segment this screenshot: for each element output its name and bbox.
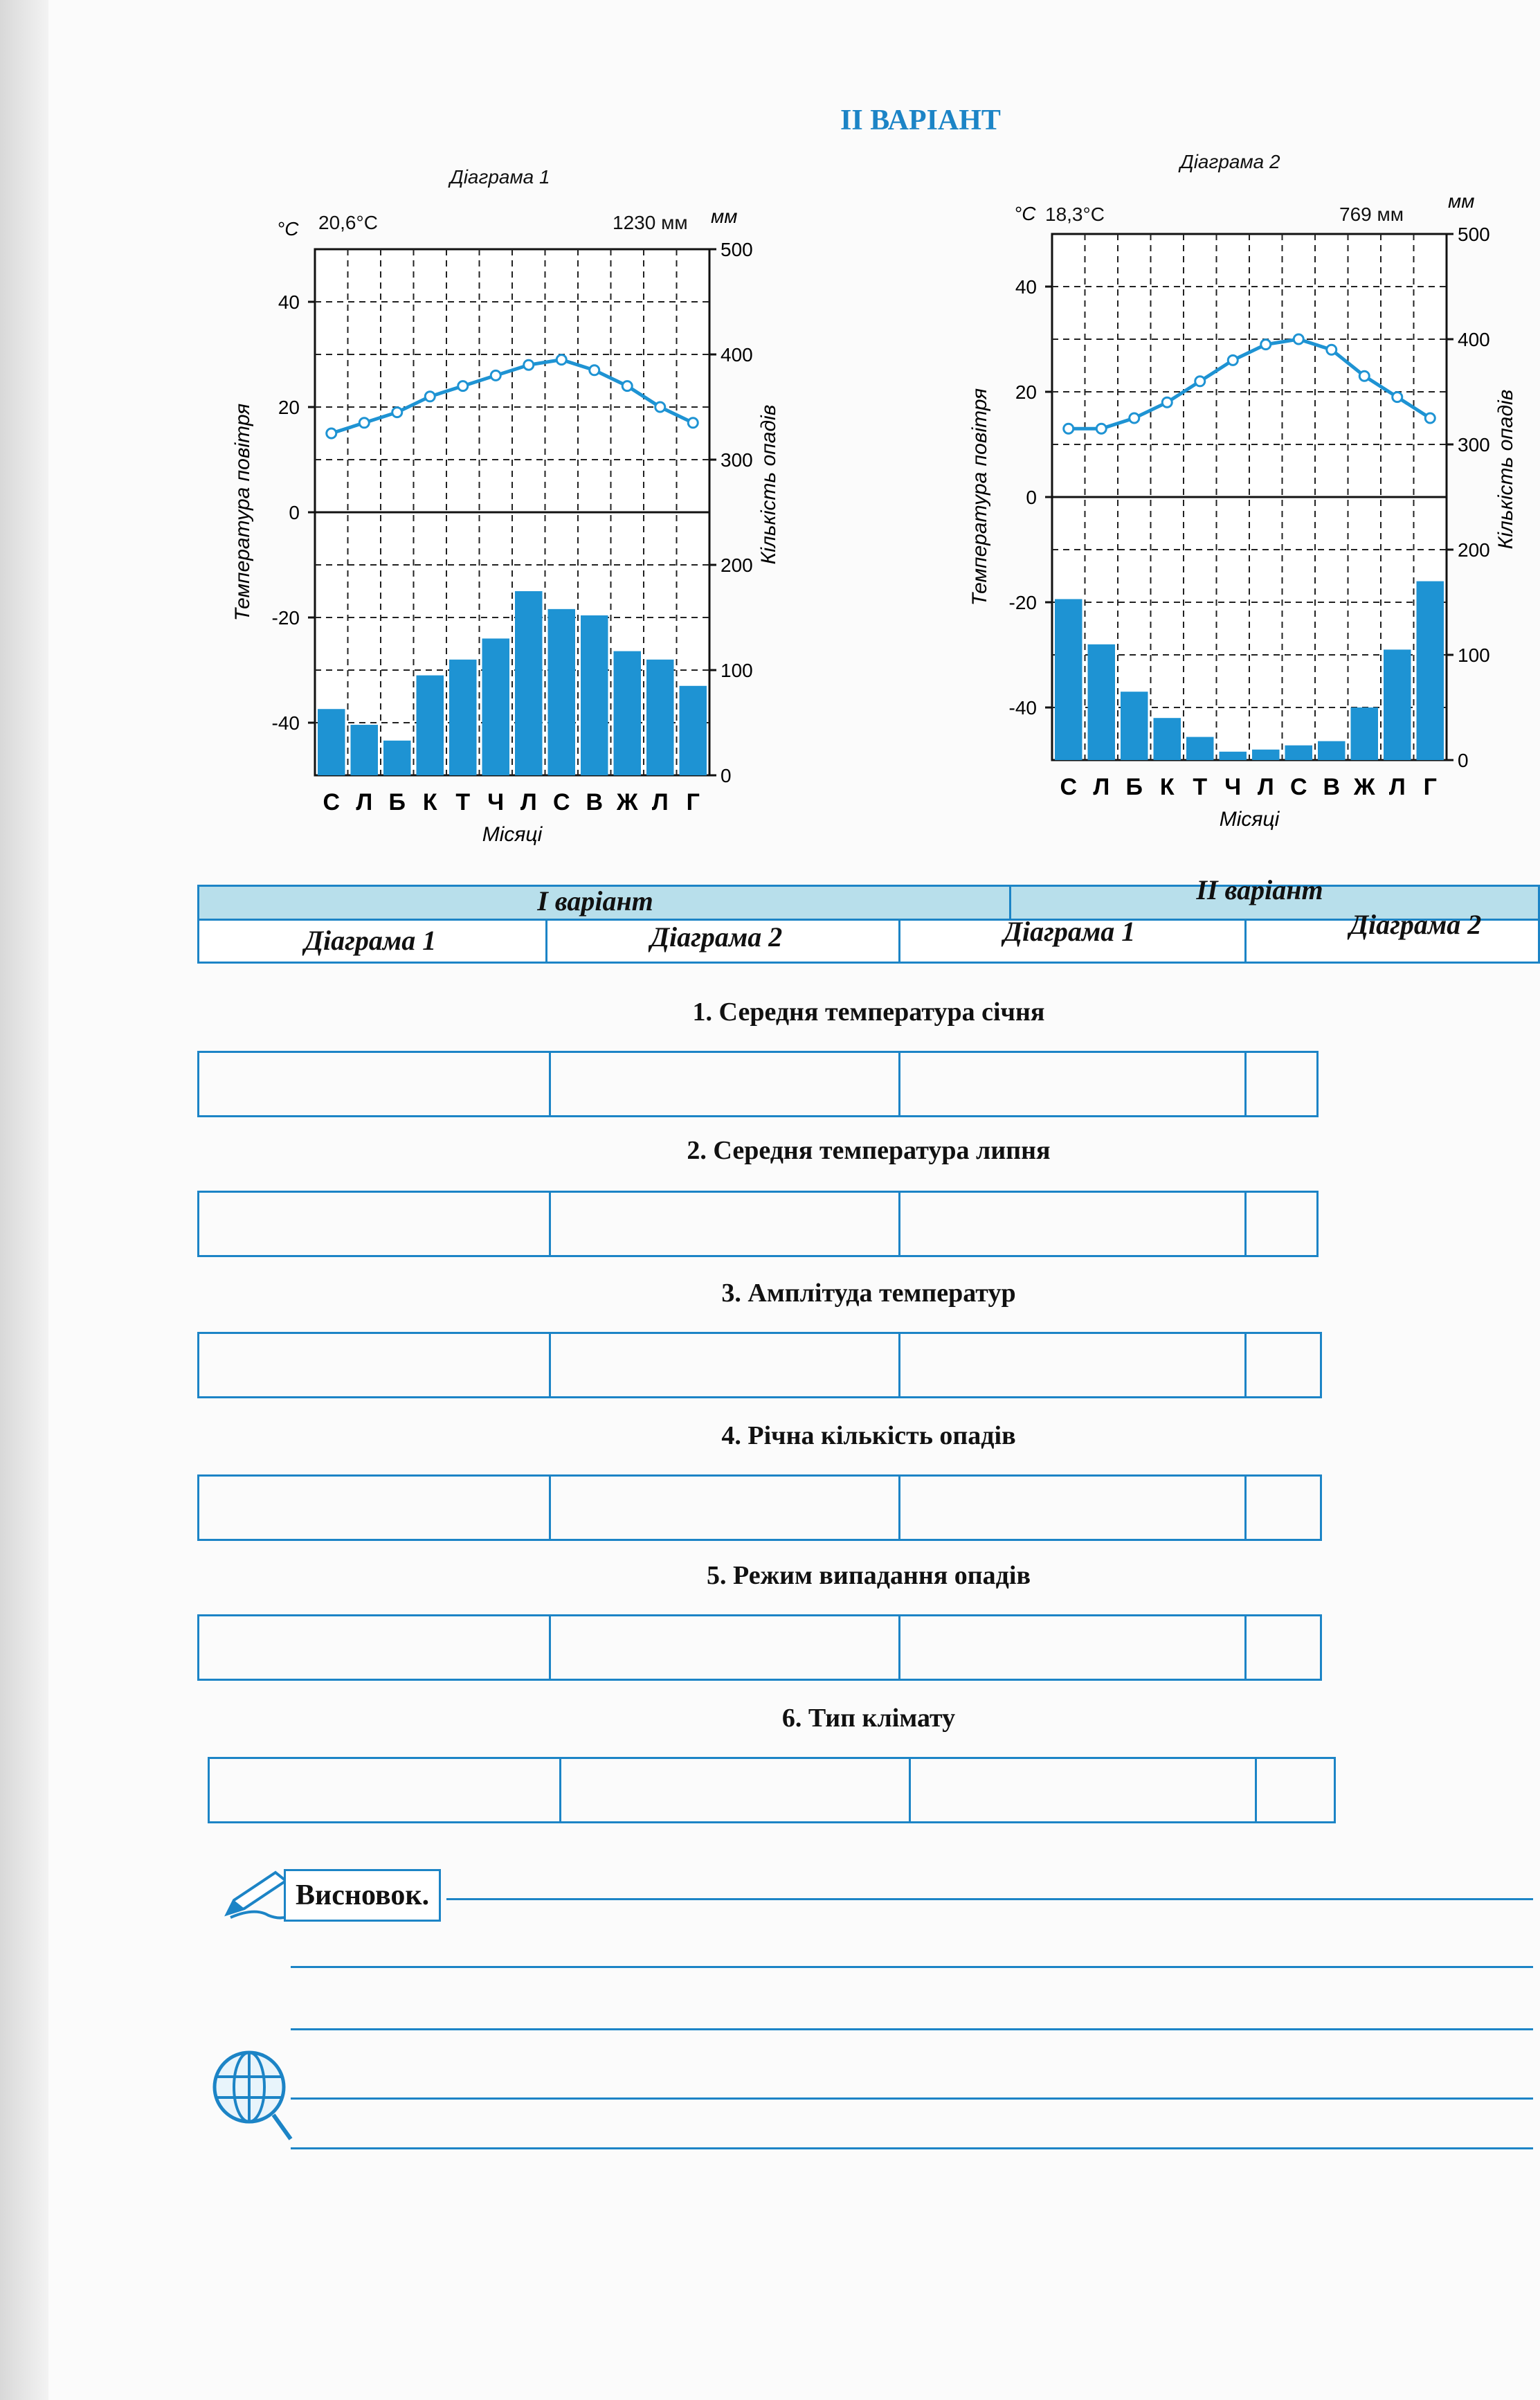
month-label: Л <box>1093 774 1110 800</box>
month-label: С <box>323 789 341 815</box>
precip-tick-label: 300 <box>1458 434 1490 455</box>
temperature-point <box>327 428 336 438</box>
answer-row[interactable] <box>208 1757 1336 1823</box>
temperature-point <box>1327 345 1337 354</box>
month-label: В <box>1323 774 1341 800</box>
precip-bar <box>482 638 510 775</box>
precip-bar <box>1154 718 1181 760</box>
temperature-point <box>1261 340 1271 350</box>
answer-row[interactable] <box>197 1332 1322 1398</box>
precip-bar <box>1417 581 1444 760</box>
temp-axis-label: Температура повітря <box>231 403 254 622</box>
temp-tick-label: 0 <box>289 502 300 523</box>
month-label: Б <box>1125 774 1143 800</box>
climate-chart-2 <box>966 151 1533 829</box>
temp-axis-label: Температура повітря <box>968 388 991 606</box>
row-label-annual-precip: 4. Річна кількість опадів <box>721 1421 1016 1450</box>
precip-bar <box>581 615 608 775</box>
precip-bar <box>351 725 379 775</box>
precip-bar <box>1351 707 1379 760</box>
row-label-jan-temp: 1. Середня температура січня <box>692 998 1045 1027</box>
temperature-point <box>1064 424 1074 433</box>
conclusion-line[interactable] <box>291 2097 1533 2100</box>
precip-bar <box>1285 746 1313 760</box>
precip-bar <box>449 660 477 775</box>
header-diagram-2b: Діаграма 2 <box>1349 909 1482 940</box>
temperature-point <box>1162 397 1172 407</box>
temp-unit: °С <box>277 218 299 240</box>
temp-tick-label: -20 <box>271 607 300 629</box>
precip-axis-label: Кількість опадів <box>1494 389 1517 550</box>
precip-bar <box>1055 599 1082 760</box>
temp-tick-label: -20 <box>1008 592 1037 613</box>
temp-tick-label: 0 <box>1026 487 1037 508</box>
precip-bar <box>417 676 444 775</box>
precip-bar <box>318 709 345 775</box>
month-label: Л <box>520 789 537 815</box>
precip-tick-label: 400 <box>1458 329 1490 350</box>
month-label: В <box>586 789 604 815</box>
temperature-point <box>458 381 468 391</box>
precip-bar <box>1088 644 1116 760</box>
conclusion-label: Висновок. <box>284 1869 441 1922</box>
header-variant-1: І варіант <box>537 885 653 917</box>
month-label: С <box>1060 774 1078 800</box>
header-diagram-2a: Діаграма 2 <box>650 921 783 953</box>
precip-bar <box>1121 692 1148 760</box>
month-label: Л <box>356 789 373 815</box>
x-axis-label: Місяці <box>482 823 543 846</box>
temperature-point <box>392 408 402 417</box>
precip-tick-label: 500 <box>721 239 753 260</box>
precip-unit: мм <box>1448 190 1475 212</box>
annual-precipitation: 769 мм <box>1339 204 1404 225</box>
month-label: Б <box>388 789 406 815</box>
precip-tick-label: 0 <box>721 765 732 786</box>
temperature-point <box>1425 413 1435 423</box>
month-label: Л <box>651 789 669 815</box>
temperature-point <box>1393 393 1402 402</box>
precip-bar <box>1186 737 1214 760</box>
annual-precipitation: 1230 мм <box>613 212 688 233</box>
answer-row[interactable] <box>197 1191 1319 1257</box>
annual-temperature: 20,6°С <box>318 212 378 233</box>
row-label-precip-regime: 5. Режим випадання опадів <box>707 1561 1031 1590</box>
chart-2-svg <box>966 151 1533 829</box>
precip-tick-label: 0 <box>1458 750 1469 771</box>
conclusion-line[interactable] <box>446 1898 1533 1900</box>
precip-bar <box>614 651 642 775</box>
globe-icon <box>208 2046 305 2142</box>
temperature-point <box>655 402 665 412</box>
row-label-amplitude: 3. Амплітуда температур <box>721 1279 1016 1308</box>
precip-tick-label: 200 <box>721 554 753 576</box>
precip-tick-label: 100 <box>1458 644 1490 666</box>
climate-chart-1 <box>228 166 796 845</box>
annual-temperature: 18,3°С <box>1045 204 1105 225</box>
temperature-point <box>1096 424 1106 433</box>
temperature-point <box>1359 371 1369 381</box>
temperature-point <box>491 370 500 380</box>
precip-tick-label: 100 <box>721 660 753 681</box>
precip-tick-label: 200 <box>1458 539 1490 561</box>
answer-row[interactable] <box>197 1051 1319 1117</box>
temperature-point <box>1228 355 1238 365</box>
chart-caption: Діаграма 2 <box>1180 151 1280 172</box>
precip-bar <box>680 686 707 775</box>
precip-bar <box>1318 741 1346 760</box>
precip-bar <box>1384 649 1411 760</box>
month-label: Ч <box>487 789 505 815</box>
temp-tick-label: 20 <box>1015 381 1037 403</box>
temperature-point <box>1294 334 1303 344</box>
conclusion-line[interactable] <box>291 1966 1533 1968</box>
temperature-point <box>590 366 599 375</box>
month-label: С <box>552 789 570 815</box>
header-variant-2: ІІ варіант <box>1196 874 1323 905</box>
precip-bar <box>646 660 674 775</box>
x-axis-label: Місяці <box>1219 808 1280 831</box>
month-label: С <box>1289 774 1307 800</box>
variant-title: II ВАРІАНТ <box>840 105 1001 136</box>
month-label: Т <box>1193 774 1208 800</box>
page-binding-shadow <box>0 0 48 2400</box>
temp-tick-label: -40 <box>271 712 300 734</box>
temperature-point <box>688 418 698 428</box>
precip-tick-label: 300 <box>721 449 753 471</box>
answer-row[interactable] <box>197 1474 1322 1541</box>
precip-axis-label: Кількість опадів <box>757 404 780 565</box>
month-label: Л <box>1257 774 1274 800</box>
temperature-point <box>425 392 435 401</box>
precip-tick-label: 400 <box>721 344 753 366</box>
month-label: Ж <box>1353 774 1375 800</box>
month-label: Г <box>1423 774 1437 800</box>
precip-bar <box>515 591 543 775</box>
month-label: Т <box>455 789 471 815</box>
temperature-point <box>556 355 566 365</box>
temperature-point <box>622 381 632 391</box>
precip-bar <box>548 609 576 775</box>
precip-bar <box>383 741 411 775</box>
answer-row[interactable] <box>197 1614 1322 1681</box>
month-label: К <box>422 789 437 815</box>
conclusion-line[interactable] <box>291 2028 1533 2030</box>
header-diagram-1a: Діаграма 1 <box>304 925 437 956</box>
precip-tick-label: 500 <box>1458 224 1490 245</box>
month-label: Ж <box>616 789 638 815</box>
month-label: Г <box>686 789 700 815</box>
chart-1-svg <box>228 166 796 845</box>
precip-bar <box>1252 750 1280 760</box>
month-label: К <box>1159 774 1175 800</box>
temperature-point <box>524 360 534 370</box>
temperature-point <box>359 418 369 428</box>
temp-tick-label: 40 <box>1015 276 1037 298</box>
conclusion-line[interactable] <box>291 2147 1533 2149</box>
temperature-point <box>1130 413 1139 423</box>
row-label-climate-type: 6. Тип клімату <box>781 1704 956 1733</box>
chart-caption: Діаграма 1 <box>450 166 550 188</box>
temp-tick-label: -40 <box>1008 697 1037 719</box>
header-diagram-1b: Діаграма 1 <box>1003 916 1136 947</box>
month-label: Л <box>1388 774 1406 800</box>
precip-unit: мм <box>711 206 738 227</box>
row-label-jul-temp: 2. Середня температура липня <box>687 1136 1051 1165</box>
precip-bar <box>1220 752 1247 760</box>
month-label: Ч <box>1224 774 1242 800</box>
temp-tick-label: 40 <box>278 291 300 313</box>
temperature-point <box>1195 377 1205 386</box>
temp-tick-label: 20 <box>278 397 300 418</box>
temp-unit: °С <box>1014 203 1036 224</box>
